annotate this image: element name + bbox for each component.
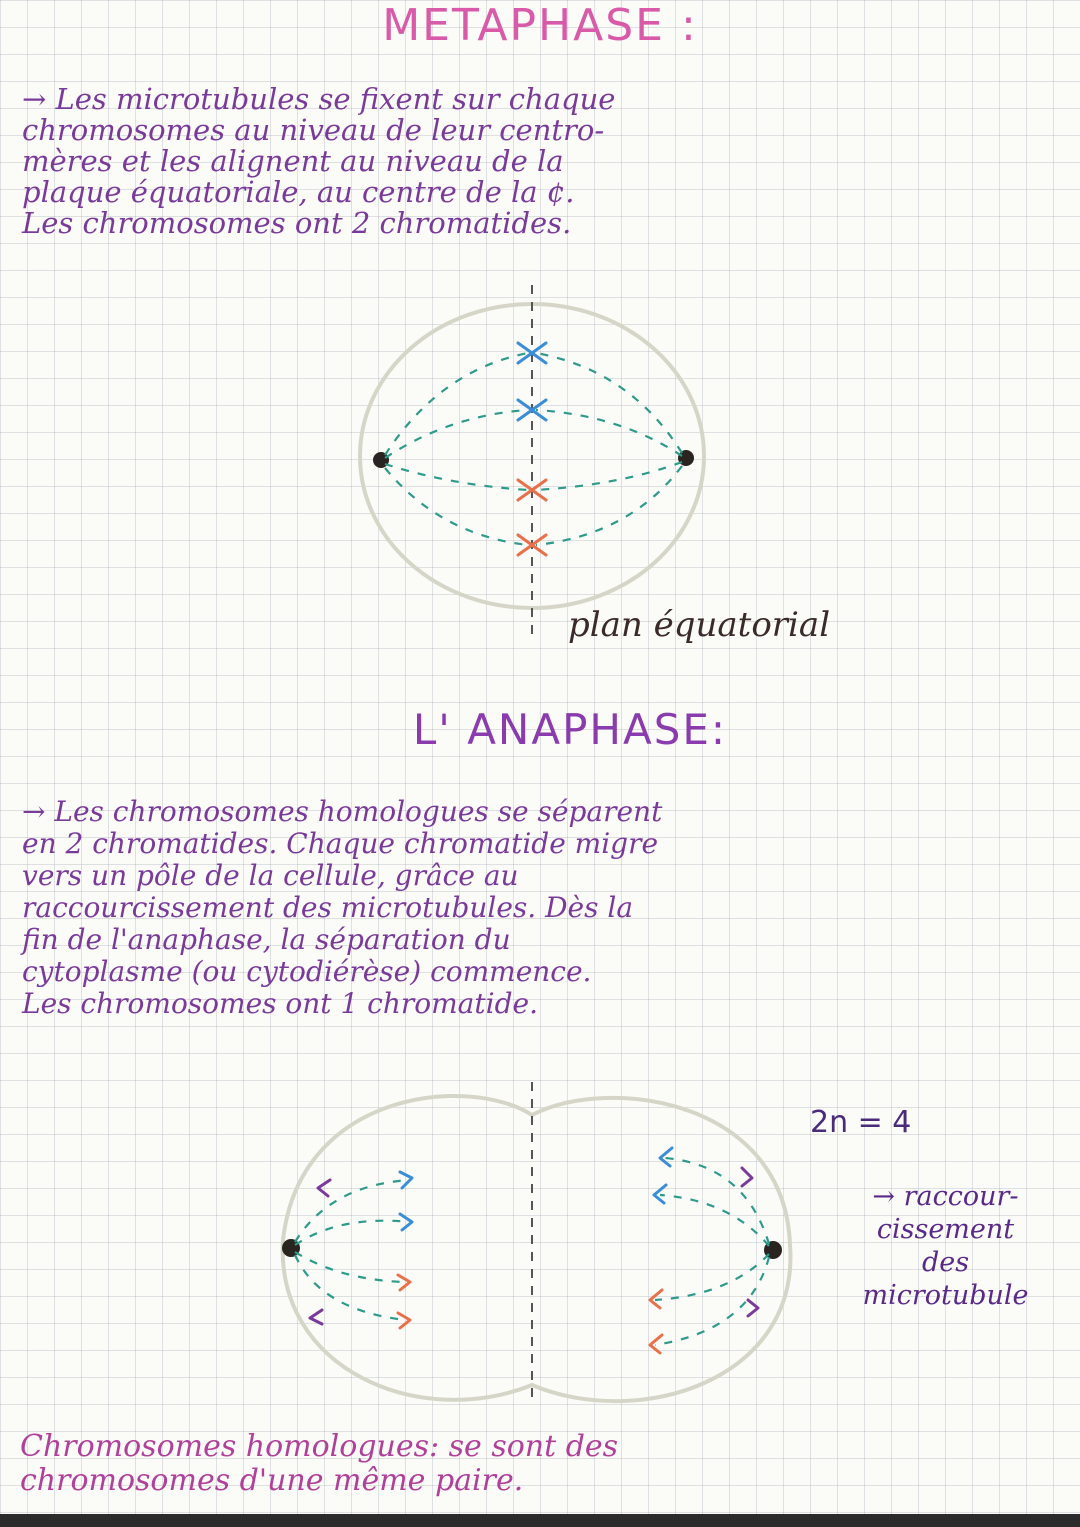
anaphase-cell-membrane xyxy=(283,1096,791,1401)
anaphase-line: vers un pôle de la cellule, grâce au xyxy=(22,859,519,892)
anaphase-line: → Les chromosomes homologues se séparent xyxy=(22,795,663,828)
anaphase-text xyxy=(22,796,662,1020)
homologous-definition xyxy=(20,1430,618,1498)
page-bottom-edge xyxy=(0,1514,1080,1527)
chromatid-arrows-right xyxy=(650,1148,758,1353)
metaphase-line: Les chromosomes ont 2 chromatides. xyxy=(22,206,572,240)
metaphase-line: → Les microtubules se fixent sur chaque xyxy=(22,82,616,116)
anaphase-line: en 2 chromatides. Chaque chromatide migre xyxy=(22,827,659,860)
anaphase-line: cytoplasme (ou cytodiérèse) commence. xyxy=(22,955,592,988)
chromosome-number-label: 2n = 4 xyxy=(810,1105,912,1140)
footer-line: Chromosomes homologues: se sont des xyxy=(20,1429,619,1464)
metaphase-line: plaque équatoriale, au centre de la ¢. xyxy=(22,175,575,209)
footer-line: chromosomes d'une même paire. xyxy=(20,1463,524,1498)
chromatid-arrows-left xyxy=(310,1172,412,1328)
equatorial-plane-label: plan équatorial xyxy=(568,605,831,645)
metaphase-title: METAPHASE : xyxy=(382,0,698,51)
anaphase-title: L' ANAPHASE: xyxy=(412,705,728,754)
chromosome-blue-2 xyxy=(518,400,546,420)
metaphase-cell-diagram xyxy=(360,285,704,640)
note-line: des xyxy=(921,1247,970,1278)
metaphase-line: chromosomes au niveau de leur centro- xyxy=(22,113,605,147)
anaphase-cell-diagram xyxy=(282,1082,790,1401)
note-line: → raccour- xyxy=(872,1181,1019,1212)
microtubule-shortening-note xyxy=(818,1180,1073,1312)
note-line: microtubule xyxy=(862,1280,1029,1311)
chromosome-orange-2 xyxy=(518,535,546,555)
note-line: cissement xyxy=(876,1214,1015,1245)
metaphase-line: mères et les alignent au niveau de la xyxy=(22,144,564,178)
anaphase-line: raccourcissement des microtubules. Dès la xyxy=(22,891,634,924)
anaphase-line: fin de l'anaphase, la séparation du xyxy=(22,923,511,956)
spindle-microtubules xyxy=(385,353,682,545)
anaphase-line: Les chromosomes ont 1 chromatide. xyxy=(22,987,538,1020)
